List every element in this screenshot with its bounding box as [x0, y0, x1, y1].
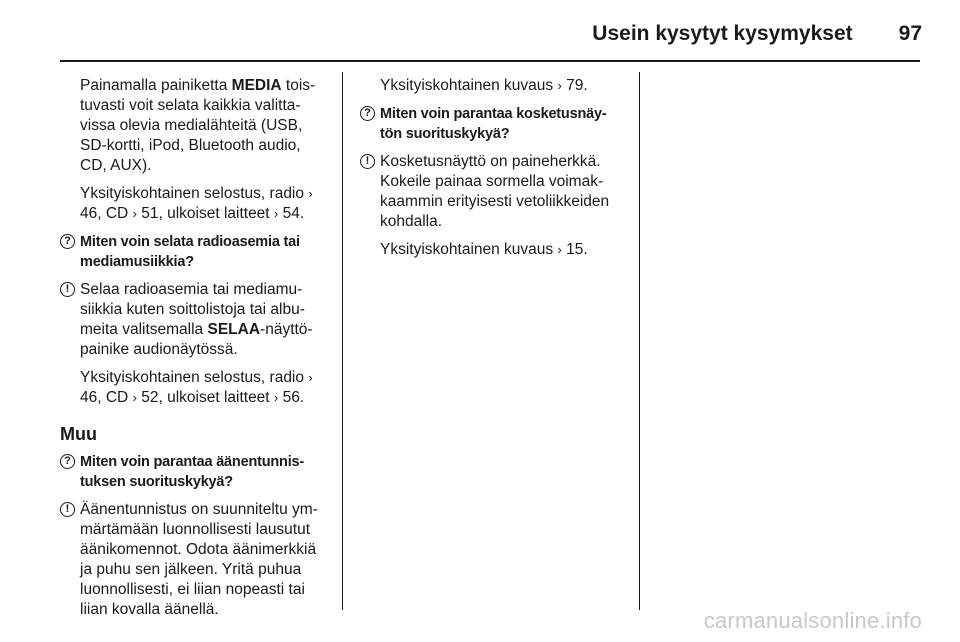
ref-arrow-icon: › [557, 78, 562, 93]
answer-block [60, 500, 330, 620]
details-paragraph-2 [60, 368, 330, 408]
ref-arrow-icon: › [132, 206, 137, 221]
page-ref[interactable]: 15 [566, 241, 584, 258]
ref-arrow-icon: › [132, 390, 137, 405]
question-text: Miten voin parantaa kosketusnäy-tön suorituskykyä? [380, 106, 607, 142]
details-text: . [299, 389, 305, 406]
page-header [60, 14, 922, 54]
answer-block [60, 280, 330, 360]
details-text: . [583, 241, 588, 258]
details-text: , CD [97, 389, 133, 406]
page-ref[interactable]: 56 [282, 389, 300, 406]
details-paragraph-1 [60, 184, 330, 224]
column-divider-left [342, 72, 343, 610]
selaa-keyword: SELAA [207, 321, 261, 338]
header-rule [60, 60, 920, 62]
answer-text: Äänentunnistus on suunniteltu ym-märtämään luonnollisesti lausutut äänikomennot. Odota äänimerkkiä ja puhu sen jälkeen. Yritä puhua luonnollisesti, ei liian nopeasti tai liian kovalla äänellä. [80, 501, 318, 618]
exclamation-icon: ! [60, 502, 75, 517]
answer-text-cont: -näyttö-painike audionäytössä. [80, 321, 313, 358]
column-divider-right [639, 72, 640, 610]
details-text: Yksityiskohtainen selostus, radio [80, 369, 309, 386]
answer-text: Kosketusnäyttö on paineherkkä. Kokeile painaa sormella voimak-kaammin erityisesti vetoliikkeiden kohdalla. [380, 153, 610, 230]
answer-block [360, 152, 628, 232]
media-keyword: MEDIA [231, 77, 282, 94]
details-text: , CD [97, 205, 133, 222]
page-ref[interactable]: 46 [80, 389, 98, 406]
details-text: Yksityiskohtainen selostus, radio [80, 185, 309, 202]
answer-text: Selaa radioasemia tai mediamu-siikkia kuten soittolistoja tai albu-meita valitsemalla [80, 281, 305, 338]
page-number: 97 [898, 22, 922, 45]
details-paragraph-3 [360, 76, 628, 96]
ref-arrow-icon: › [308, 186, 313, 201]
page-ref[interactable]: 46 [80, 205, 98, 222]
question-block [360, 104, 628, 144]
page-ref[interactable]: 51 [141, 205, 159, 222]
details-text: , ulkoiset laitteet [158, 389, 274, 406]
page-title: Usein kysytyt kysymykset [592, 22, 853, 45]
question-icon: ? [60, 234, 75, 249]
media-intro-paragraph [60, 76, 330, 176]
ref-arrow-icon: › [273, 206, 279, 221]
details-text: . [583, 77, 588, 94]
page-ref[interactable]: 79 [566, 77, 584, 94]
question-text: Miten voin parantaa äänentunnis-tuksen suorituskykyä? [80, 454, 305, 490]
section-title: Muu [60, 424, 97, 444]
intro-text: Painamalla painiketta [80, 77, 232, 94]
exclamation-icon: ! [60, 282, 75, 297]
details-text: , ulkoiset laitteet [158, 205, 274, 222]
ref-arrow-icon: › [557, 242, 562, 257]
exclamation-icon: ! [360, 154, 375, 169]
question-text: Miten voin selata radioasemia tai mediamusiikkia? [80, 234, 300, 270]
question-block [60, 232, 330, 272]
question-icon: ? [60, 454, 75, 469]
question-icon: ? [360, 106, 375, 121]
details-paragraph-4 [360, 240, 628, 260]
intro-text-cont: tois-tuvasti voit selata kaikkia valitta-vissa olevia medialähteitä (USB, SD-kortti, iPod, Bluetooth audio, CD, AUX). [80, 77, 316, 174]
column-1 [60, 76, 330, 628]
question-block [60, 452, 330, 492]
details-text: Yksityiskohtainen kuvaus [380, 77, 558, 94]
ref-arrow-icon: › [273, 390, 279, 405]
watermark-text: carmanualsonline.info [703, 608, 922, 633]
page-ref[interactable]: 54 [282, 205, 300, 222]
ref-arrow-icon: › [308, 370, 313, 385]
column-2 [360, 76, 628, 268]
page-ref[interactable]: 52 [141, 389, 159, 406]
details-text: Yksityiskohtainen kuvaus [380, 241, 558, 258]
details-text: . [299, 205, 305, 222]
